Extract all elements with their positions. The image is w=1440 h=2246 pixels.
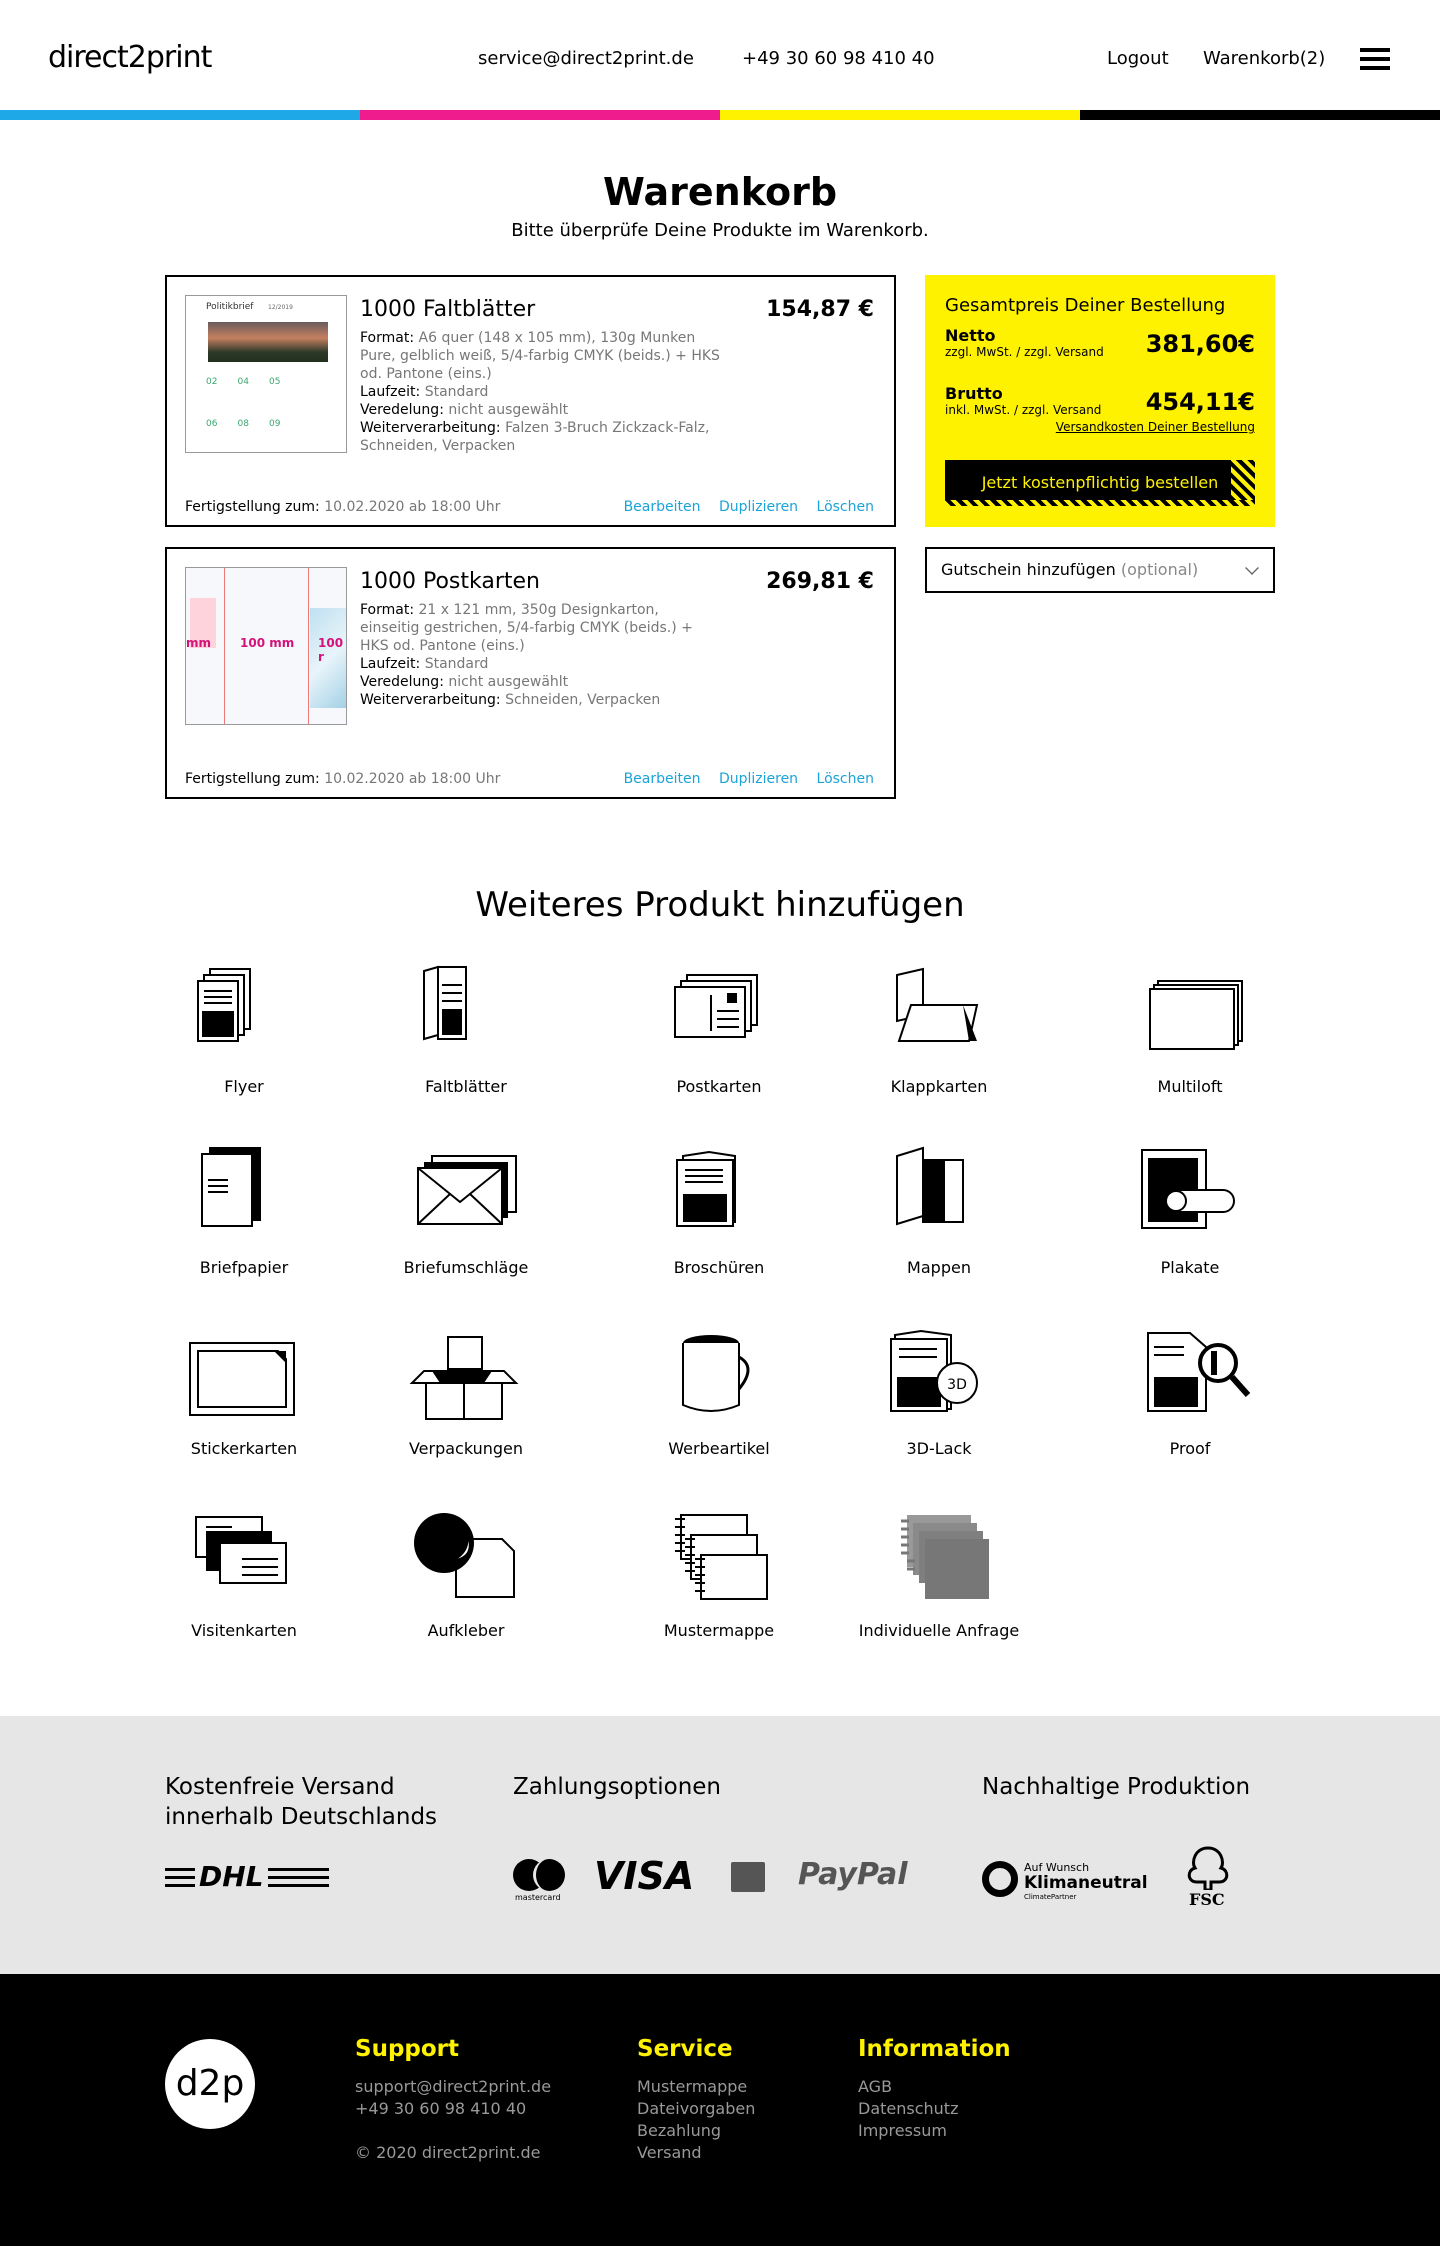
benefits-bar [0, 1716, 1440, 1974]
thumbnail-measure-right: 100 r [318, 636, 344, 664]
voucher-dropdown[interactable]: Gutschein hinzufügen (optional) [925, 547, 1275, 593]
product-tile[interactable] [829, 1327, 1049, 1477]
postcard-icon [657, 965, 781, 1061]
netto-value: 381,60€ [1145, 330, 1255, 358]
shipping-costs-link[interactable]: Versandkosten Deiner Bestellung [1055, 420, 1255, 434]
product-tile[interactable] [1080, 1327, 1300, 1477]
product-label: Proof [1169, 1439, 1211, 1458]
duplicate-link[interactable]: Duplizieren [718, 499, 799, 515]
envelope-icon [404, 1146, 528, 1242]
product-tile[interactable] [609, 1327, 829, 1477]
product-label: Broschüren [673, 1258, 765, 1277]
product-label: Briefpapier [199, 1258, 289, 1277]
product-tile[interactable] [356, 1146, 576, 1296]
payment-title: Zahlungsoptionen [513, 1774, 722, 1800]
product-label: Verpackungen [408, 1439, 524, 1458]
duplicate-link[interactable]: Duplizieren [718, 771, 799, 787]
item-specs: Format: A6 quer (148 x 105 mm), 130g Munken Pure, gelblich weiß, 5/4-farbig CMYK (beids.) + HKS od. Pantone (eins.) Laufzeit: Standard Veredelung: nicht ausgewählt Weiterverarbeitung: Falzen 3-Bruch Zickzack-Falz, Schneiden, Verpacken [360, 330, 720, 454]
item-actions [610, 499, 874, 515]
dhl-logo: DHL [165, 1862, 329, 1892]
footer-information: Information AGB Datenschutz Impressum [858, 2036, 1011, 2140]
product-tile[interactable] [1080, 965, 1300, 1115]
site-footer [0, 1974, 1440, 2246]
poster-icon [1128, 1146, 1252, 1242]
item-price: 269,81 € [766, 569, 874, 594]
item-name: 1000 Faltblätter [360, 297, 536, 322]
climate-partner-logo: Auf Wunsch Klimaneutral ClimatePartner [982, 1861, 1142, 1905]
header-email-link[interactable]: service@direct2print.de [478, 48, 694, 69]
footer-link[interactable]: Dateivorgaben [637, 2099, 756, 2118]
product-label: Multiloft [1157, 1077, 1223, 1096]
business-card-icon [182, 1509, 306, 1605]
visa-logo: VISA [594, 1854, 695, 1898]
thumbnail-title: Politikbrief [206, 302, 254, 312]
thumbnail-measure-left: mm [186, 636, 212, 650]
product-thumbnail [185, 567, 347, 725]
product-label: Werbeartikel [668, 1439, 770, 1458]
3d-varnish-icon [877, 1327, 1001, 1423]
product-tile[interactable] [134, 1327, 354, 1477]
mug-icon [657, 1327, 781, 1423]
product-tile[interactable] [829, 1509, 1049, 1659]
product-tile[interactable] [829, 965, 1049, 1115]
product-label: Mappen [907, 1258, 971, 1277]
product-tile[interactable] [609, 1509, 829, 1659]
footer-link[interactable]: Datenschutz [858, 2099, 959, 2118]
cart-item [165, 275, 896, 527]
product-label: Postkarten [676, 1077, 762, 1096]
product-label: Aufkleber [427, 1621, 505, 1640]
copyright: © 2020 direct2print.de [355, 2143, 541, 2162]
product-tile[interactable] [1080, 1146, 1300, 1296]
item-specs: Format: 21 x 121 mm, 350g Designkarton, einseitig gestrichen, 5/4-farbig CMYK (beids.) + HKS od. Pantone (eins.) Laufzeit: Standard Veredelung: nicht ausgewählt Weiterverarbeitung: Schneiden, Verpacken [360, 602, 693, 708]
letterhead-icon [182, 1146, 306, 1242]
product-tile[interactable] [134, 1146, 354, 1296]
edit-link[interactable]: Bearbeiten [623, 499, 701, 515]
product-label: Plakate [1160, 1258, 1220, 1277]
ec-card-logo [731, 1862, 765, 1892]
item-price: 154,87 € [766, 297, 874, 322]
summary-title: Gesamtpreis Deiner Bestellung [945, 295, 1226, 316]
folder-icon [877, 1146, 1001, 1242]
thumbnail-measure: 100 mm [240, 636, 295, 650]
footer-support: Support support@direct2print.de +49 30 60 98 410 40 © 2020 direct2print.de [355, 2036, 552, 2162]
item-completion-date: Fertigstellung zum: 10.02.2020 ab 18:00 Uhr [185, 771, 501, 787]
place-order-button[interactable]: Jetzt kostenpflichtig bestellen [945, 460, 1255, 506]
footer-link[interactable]: AGB [858, 2077, 893, 2096]
site-header [0, 0, 1440, 118]
edit-link[interactable]: Bearbeiten [623, 771, 701, 787]
proof-magnifier-icon [1128, 1327, 1252, 1423]
mastercard-logo: mastercard [513, 1859, 565, 1903]
product-tile[interactable] [609, 1146, 829, 1296]
add-product-title: Weiteres Produkt hinzufügen [475, 885, 965, 925]
logout-link[interactable]: Logout [1107, 48, 1169, 69]
delete-link[interactable]: Löschen [816, 499, 874, 515]
product-label: Briefumschläge [403, 1258, 529, 1277]
box-icon [404, 1327, 528, 1423]
footer-service: Service Mustermappe Dateivorgaben Bezahlung Versand [637, 2036, 756, 2162]
cart-item [165, 547, 896, 799]
product-tile[interactable] [356, 1509, 576, 1659]
sustainability-title: Nachhaltige Produktion [982, 1774, 1251, 1800]
footer-link[interactable]: Bezahlung [637, 2121, 722, 2140]
sticker-icon [404, 1509, 528, 1605]
product-label: Klappkarten [890, 1077, 988, 1096]
sample-folder-icon [657, 1509, 781, 1605]
support-email-link[interactable]: support@direct2print.de [355, 2077, 552, 2096]
menu-icon[interactable] [1360, 48, 1390, 70]
folded-leaflet-icon [404, 965, 528, 1061]
order-summary [925, 275, 1275, 527]
support-phone-link[interactable]: +49 30 60 98 410 40 [355, 2099, 527, 2118]
product-tile[interactable] [356, 965, 576, 1115]
product-label: Individuelle Anfrage [858, 1621, 1020, 1640]
sticker-card-icon [182, 1327, 306, 1423]
product-tile[interactable] [829, 1146, 1049, 1296]
product-label: Faltblätter [425, 1077, 507, 1096]
product-tile[interactable] [134, 965, 354, 1115]
product-label: 3D-Lack [906, 1439, 972, 1458]
product-label: Visitenkarten [191, 1621, 297, 1640]
thumbnail-numbers: 02 04 05 06 08 09 [206, 377, 281, 429]
multiloft-icon [1128, 965, 1252, 1061]
netto-row: Netto zzgl. MwSt. / zzgl. Versand 381,60€ [945, 326, 1255, 359]
flyer-icon [182, 965, 306, 1061]
fsc-logo: FSC [1183, 1846, 1233, 1910]
product-tile[interactable] [134, 1509, 354, 1659]
header-phone-link[interactable]: +49 30 60 98 410 40 [742, 48, 935, 69]
cmyk-color-bar [0, 110, 1440, 120]
delete-link[interactable]: Löschen [816, 771, 874, 787]
page-title: Warenkorb [602, 170, 838, 214]
product-tile[interactable] [609, 965, 829, 1115]
page-subtitle: Bitte überprüfe Deine Produkte im Warenkorb. [511, 220, 929, 241]
brochure-icon [657, 1146, 781, 1242]
footer-link[interactable]: Mustermappe [637, 2077, 748, 2096]
item-completion-date: Fertigstellung zum: 10.02.2020 ab 18:00 Uhr [185, 499, 501, 515]
footer-link[interactable]: Impressum [858, 2121, 947, 2140]
footer-link[interactable]: Versand [637, 2143, 702, 2162]
shipping-benefit-title: Kostenfreie Versand innerhalb Deutschlands [165, 1774, 438, 1830]
thumbnail-photo [208, 322, 328, 362]
cart-link[interactable]: Warenkorb(2) [1203, 48, 1326, 69]
product-label: Stickerkarten [190, 1439, 298, 1458]
brutto-value: 454,11€ [1145, 388, 1255, 416]
footer-logo[interactable]: d2p [165, 2039, 255, 2129]
thumbnail-date: 12/2019 [268, 304, 293, 311]
item-actions [610, 771, 874, 787]
custom-request-icon [877, 1509, 1001, 1605]
site-logo[interactable]: direct2print [48, 40, 212, 75]
product-tile[interactable] [356, 1327, 576, 1477]
chevron-down-icon [1245, 561, 1259, 575]
brutto-row: Brutto inkl. MwSt. / zzgl. Versand 454,11€ [945, 384, 1255, 417]
product-label: Mustermappe [663, 1621, 775, 1640]
folding-card-icon [877, 965, 1001, 1061]
paypal-logo: PayPal [798, 1857, 908, 1892]
item-name: 1000 Postkarten [360, 569, 540, 594]
svg-text:3D: 3D [947, 1377, 967, 1393]
product-label: Flyer [224, 1077, 264, 1096]
product-thumbnail [185, 295, 347, 453]
